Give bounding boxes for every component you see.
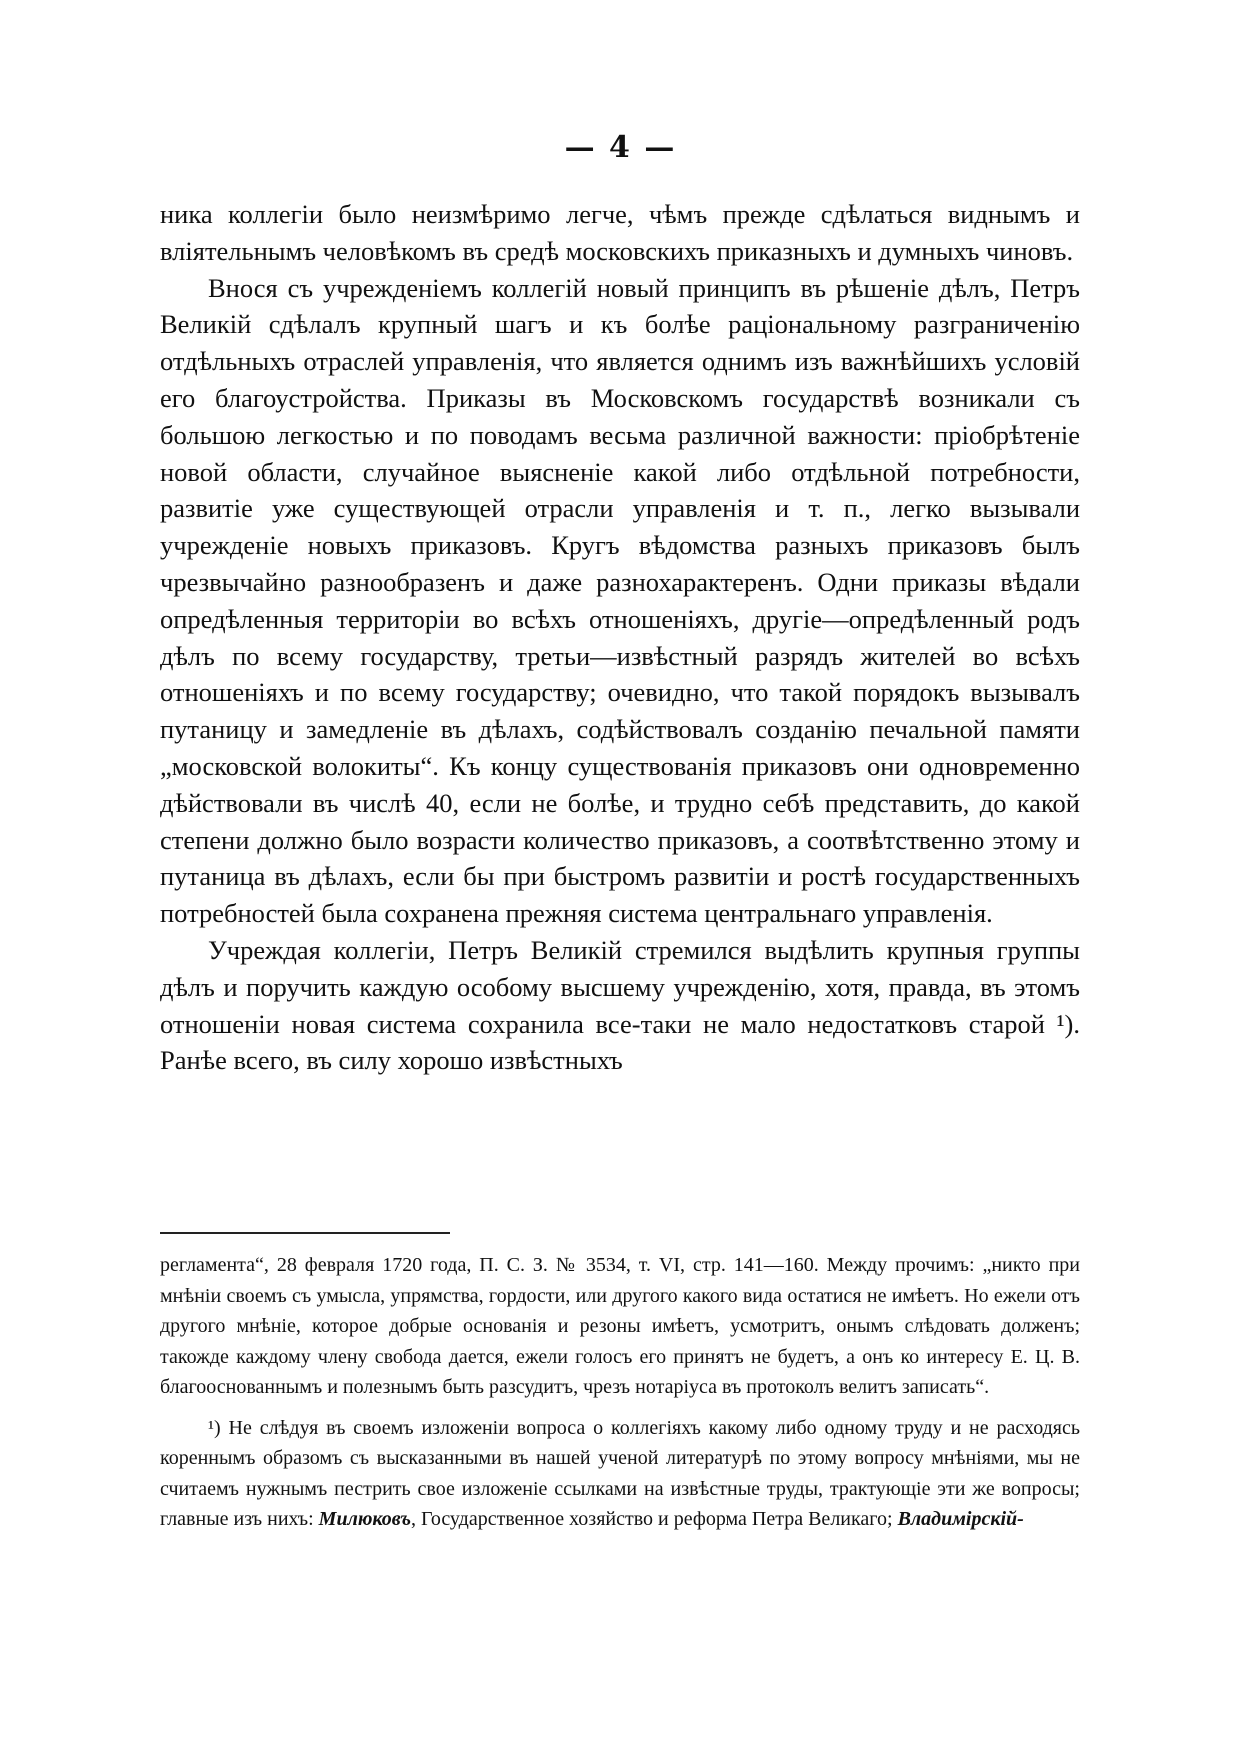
- paragraph-continued: ника коллегіи было неизмѣримо легче, чѣмъ прежде сдѣлаться виднымъ и вліятельнымъ человѣкомъ въ средѣ московскихъ приказныхъ и думныхъ чиновъ.: [160, 199, 1080, 266]
- footnote-1-author-1: Милюковъ: [318, 1508, 412, 1530]
- paragraph-prikazy: Внося съ учрежденіемъ коллегій новый принципъ въ рѣшеніе дѣлъ, Петръ Великій сдѣлалъ крупный шагъ и къ болѣе раціональному разграниченію отдѣльныхъ отраслей управленія, что является однимъ изъ важнѣйшихъ условій его благоустройства. Приказы въ Московскомъ государствѣ возникали съ большою легкостью и по поводамъ весьма различной важности: пріобрѣтеніе новой области, случайное выясненіе какой либо отдѣльной потребности, развитіе уже существующей отрасли управленія и т. п., легко вызывали учрежденіе новыхъ приказовъ. Кругъ вѣдомства разныхъ приказовъ былъ чрезвычайно разнообразенъ и даже разнохарактеренъ. Одни приказы вѣдали опредѣленныя территоріи во всѣхъ отношеніяхъ, другіе—опредѣленный родъ дѣлъ по всему государству, третьи—извѣстный разрядъ жителей во всѣхъ отношеніяхъ и по всему государству; очевидно, что такой порядокъ вызывалъ путаницу и замедленіе въ дѣлахъ, содѣйствовалъ созданію печальной памяти „московской волокиты“. Къ концу существованія приказовъ они одновременно дѣйствовали въ числѣ 40, если не болѣе, и трудно себѣ представить, до какой степени должно было возрасти количество приказовъ, а соотвѣтственно этому и путаница въ дѣлахъ, если бы при быстромъ развитіи и ростѣ государственныхъ потребностей была сохранена прежняя система центральнаго управленія.: [160, 272, 1080, 929]
- footnote-continued: регламента“, 28 февраля 1720 года, П. С. З. № 3534, т. VI, стр. 141—160. Между прочимъ: „никто при мнѣніи своемъ съ умысла, упрямства, гордости, или другого какого вида остатися не имѣетъ. Но ежели отъ другого мнѣніе, которое добрые основанія и резоны имѣетъ, усмотритъ, онымъ слѣдовать долженъ; такожде каждому члену свобода дается, ежели голосъ его принятъ не будетъ, а онъ ко интересу Е. Ц. В. благооснованнымъ и полезнымъ быть разсудитъ, чрезъ нотаріуса въ протоколъ велитъ записать“.: [160, 1254, 1080, 1398]
- paragraph-kollegii: Учреждая коллегіи, Петръ Великій стремился выдѣлить крупныя группы дѣлъ и поручить каждую особому высшему учрежденію, хотя, правда, въ этомъ отношеніи новая система сохранила все-таки не мало недостатковъ старой ¹). Ранѣе всего, въ силу хорошо извѣстныхъ: [160, 934, 1080, 1076]
- footnote-1-author-2: Владимірскій-: [897, 1508, 1024, 1530]
- footnote-1-text: ¹) Не слѣдуя въ своемъ изложеніи вопроса о коллегіяхъ какому либо одному труду и не расходясь кореннымъ образомъ съ высказанными въ нашей ученой литературѣ по этому вопросу мнѣніями, мы не считаемъ нужнымъ пестрить свое изложеніе ссылками на извѣстные труды, трактующіе эти же вопросы; главные изъ нихъ:: [160, 1416, 1080, 1530]
- footnote-1: [160, 1413, 1080, 1535]
- footnote-separator: [160, 1232, 450, 1234]
- page-number: — 4 —: [564, 130, 677, 165]
- footnotes: [160, 1250, 1080, 1535]
- main-text: [160, 196, 1080, 1079]
- footnote-1-mid: , Государственное хозяйство и реформа Петра Великаго;: [411, 1508, 898, 1530]
